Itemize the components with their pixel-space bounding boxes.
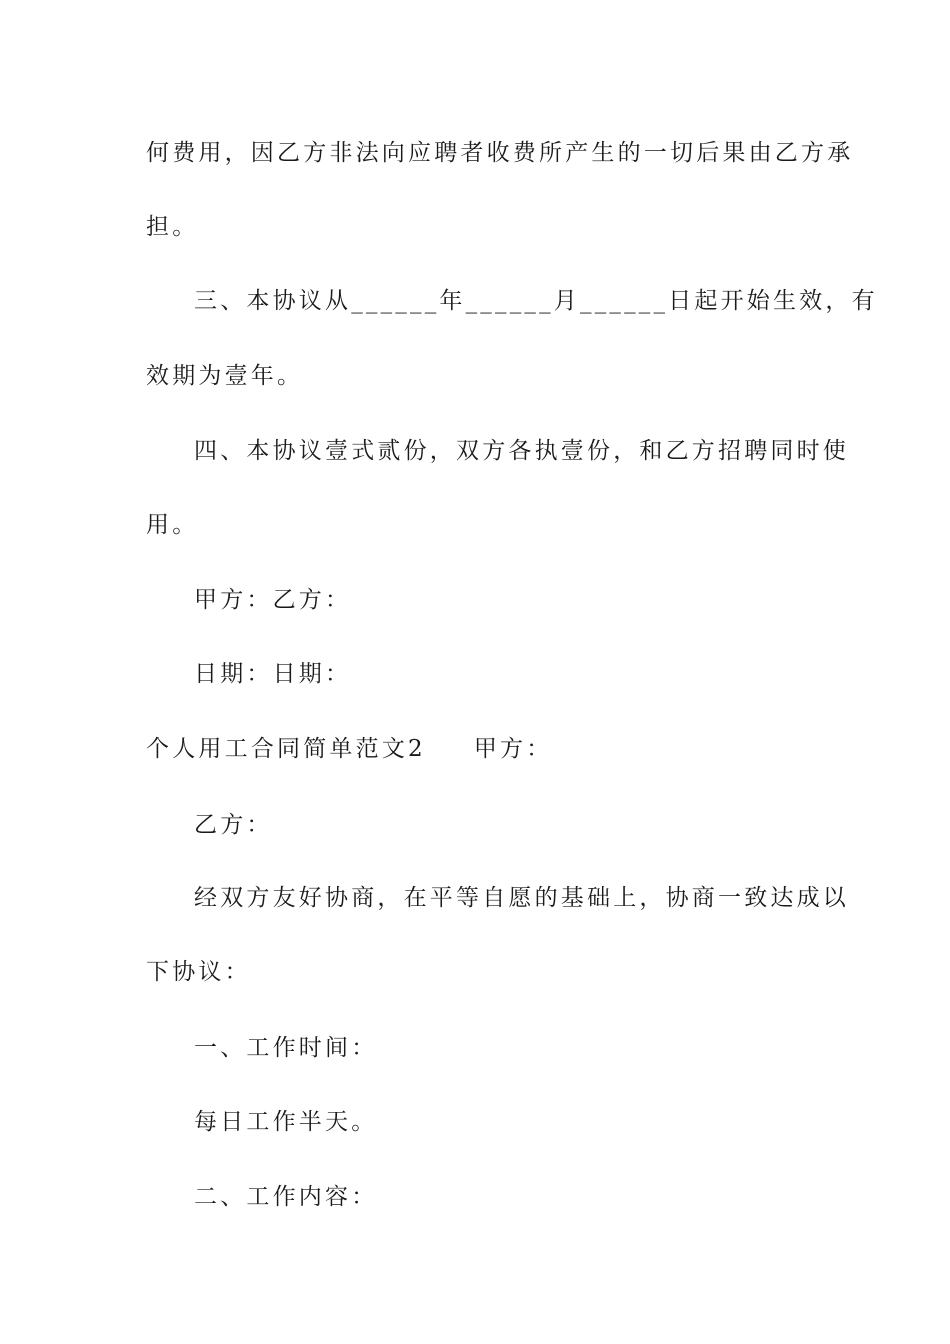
section-title: 个人用工合同简单范文2: [146, 736, 426, 762]
paragraph-line: 经双方友好协商，在平等自愿的基础上，协商一致达成以: [194, 885, 849, 911]
paragraph-line: 担。: [146, 214, 199, 240]
paragraph-line: 效期为壹年。: [146, 363, 304, 389]
clause-heading: 一、工作时间：: [194, 1035, 378, 1061]
paragraph-line: 用。: [146, 512, 199, 538]
paragraph-line: 四、本协议壹式贰份，双方各执壹份，和乙方招聘同时使: [194, 438, 849, 464]
paragraph-line: 每日工作半天。: [194, 1109, 378, 1135]
party-b-label: 乙方：: [194, 812, 273, 838]
section-title-line: [146, 734, 806, 764]
party-a-label: 甲方：: [473, 736, 553, 762]
date-line: 日期：日期：: [194, 661, 352, 687]
paragraph-line: 何费用，因乙方非法向应聘者收费所产生的一切后果由乙方承: [146, 140, 854, 166]
paragraph-line: 下协议：: [146, 959, 251, 985]
signature-line: 甲方：乙方：: [194, 587, 352, 613]
paragraph-line: 三、本协议从______年______月______日起开始生效，有: [194, 288, 878, 314]
clause-heading: 二、工作内容：: [194, 1184, 378, 1210]
